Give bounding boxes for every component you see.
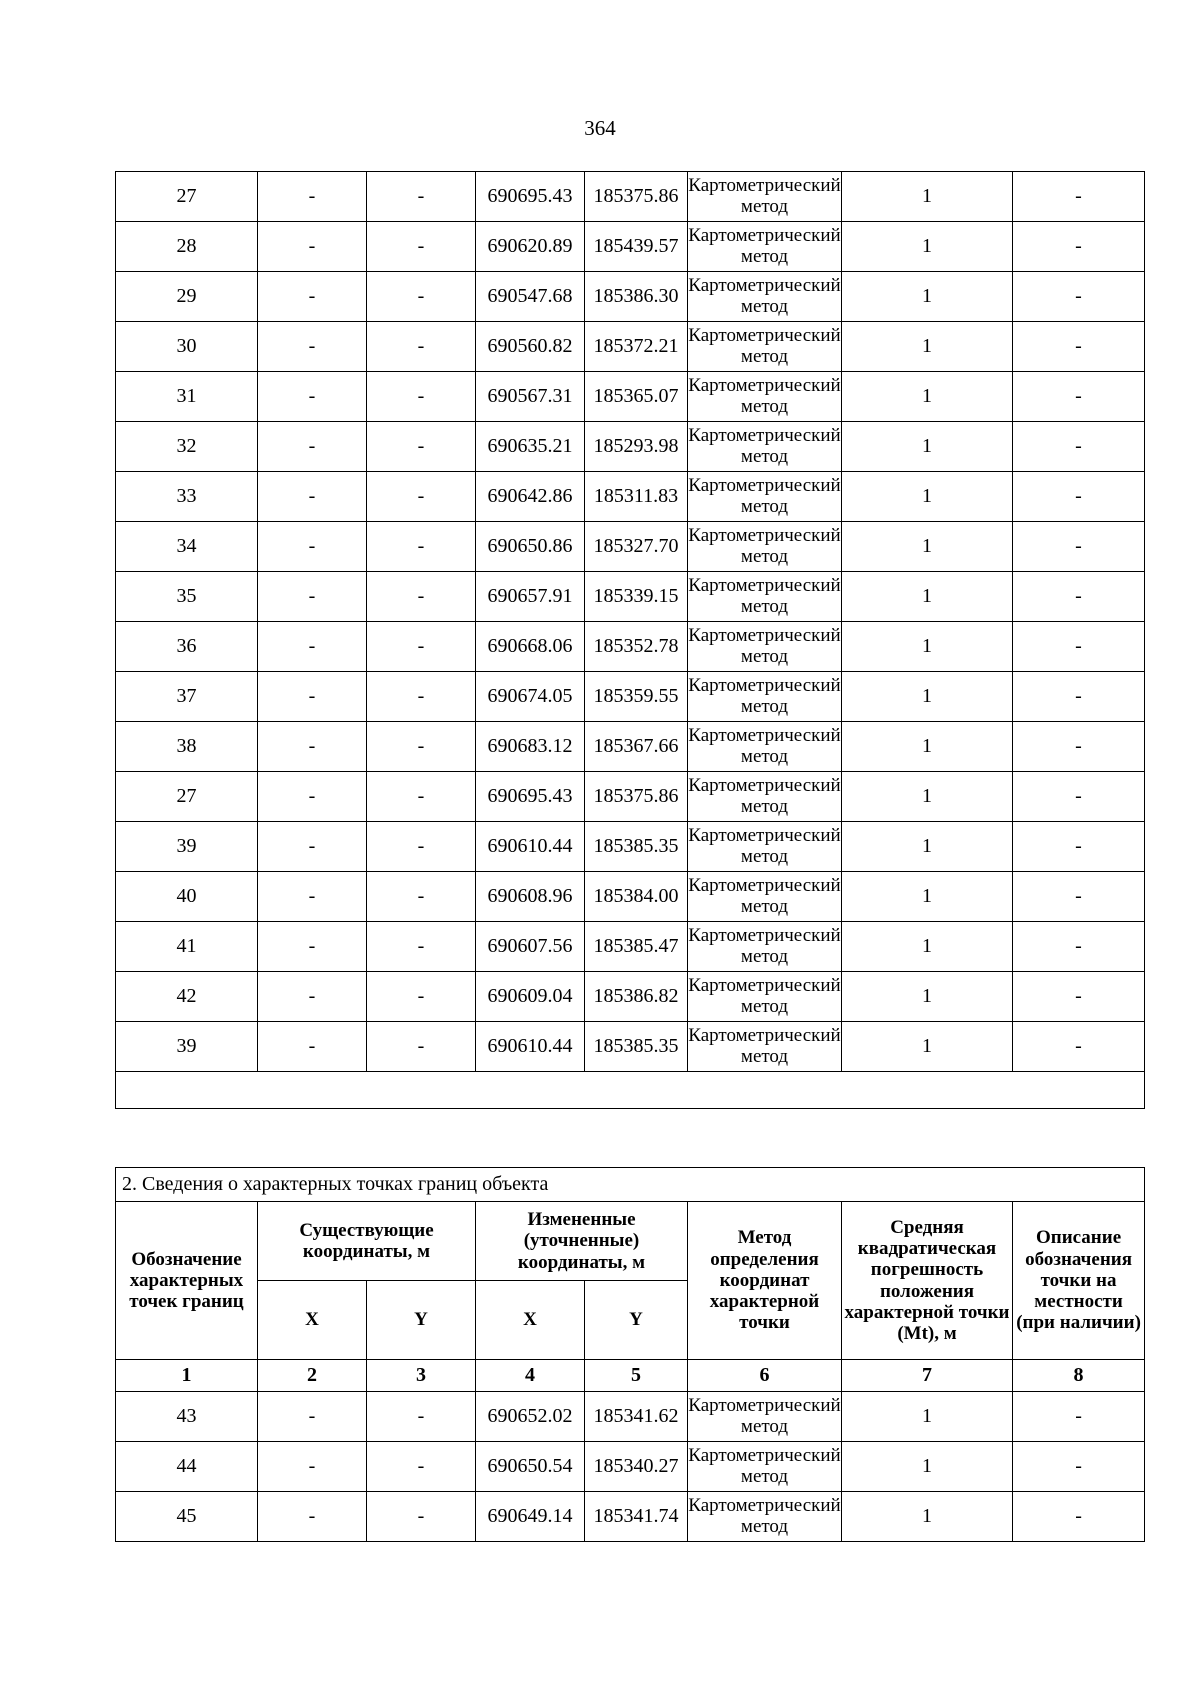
existing-x-cell: - — [258, 972, 367, 1022]
changed-y-cell: 185293.98 — [585, 422, 688, 472]
changed-x-cell: 690683.12 — [476, 722, 585, 772]
description-cell: - — [1013, 772, 1145, 822]
description-cell: - — [1013, 472, 1145, 522]
description-cell: - — [1013, 872, 1145, 922]
description-cell: - — [1013, 172, 1145, 222]
description-cell: - — [1013, 422, 1145, 472]
changed-x-cell: 690635.21 — [476, 422, 585, 472]
existing-x-cell: - — [258, 872, 367, 922]
error-cell: 1 — [842, 672, 1013, 722]
existing-y-cell: - — [367, 1442, 476, 1492]
method-cell: Картометрический метод — [688, 522, 842, 572]
changed-x-cell: 690652.02 — [476, 1392, 585, 1442]
table-row — [116, 272, 1145, 322]
method-cell: Картометрический метод — [688, 372, 842, 422]
changed-x-cell: 690547.68 — [476, 272, 585, 322]
description-cell: - — [1013, 922, 1145, 972]
existing-x-cell: - — [258, 372, 367, 422]
point-number-cell: 28 — [116, 222, 258, 272]
changed-x-cell: 690695.43 — [476, 172, 585, 222]
changed-y-cell: 185375.86 — [585, 772, 688, 822]
existing-y-cell: - — [367, 722, 476, 772]
column-number: 7 — [842, 1360, 1013, 1392]
existing-x-cell: - — [258, 772, 367, 822]
method-cell: Картометрический метод — [688, 322, 842, 372]
changed-x-cell: 690642.86 — [476, 472, 585, 522]
existing-y-cell: - — [367, 622, 476, 672]
method-cell: Картометрический метод — [688, 772, 842, 822]
error-cell: 1 — [842, 1022, 1013, 1072]
existing-x-cell: - — [258, 1022, 367, 1072]
description-cell: - — [1013, 822, 1145, 872]
method-cell: Картометрический метод — [688, 672, 842, 722]
point-number-cell: 45 — [116, 1492, 258, 1542]
point-number-cell: 42 — [116, 972, 258, 1022]
header-designation: Обозначение характерных точек границ — [116, 1202, 258, 1360]
header-changed-coordinates: Измененные (уточненные) координаты, м — [476, 1202, 688, 1281]
existing-y-cell: - — [367, 672, 476, 722]
changed-x-cell: 690695.43 — [476, 772, 585, 822]
table-row — [116, 922, 1145, 972]
changed-y-cell: 185339.15 — [585, 572, 688, 622]
table-row — [116, 822, 1145, 872]
table-row — [116, 572, 1145, 622]
changed-y-cell: 185384.00 — [585, 872, 688, 922]
existing-x-cell: - — [258, 622, 367, 672]
changed-y-cell: 185311.83 — [585, 472, 688, 522]
existing-x-cell: - — [258, 672, 367, 722]
header-changed-y: Y — [585, 1281, 688, 1360]
error-cell: 1 — [842, 922, 1013, 972]
existing-y-cell: - — [367, 1392, 476, 1442]
existing-x-cell: - — [258, 822, 367, 872]
method-cell: Картометрический метод — [688, 622, 842, 672]
method-cell: Картометрический метод — [688, 722, 842, 772]
description-cell: - — [1013, 972, 1145, 1022]
existing-y-cell: - — [367, 222, 476, 272]
changed-x-cell: 690609.04 — [476, 972, 585, 1022]
table-row — [116, 472, 1145, 522]
header-existing-coordinates: Существующие координаты, м — [258, 1202, 476, 1281]
column-number: 6 — [688, 1360, 842, 1392]
description-cell: - — [1013, 1022, 1145, 1072]
description-cell: - — [1013, 672, 1145, 722]
changed-x-cell: 690649.14 — [476, 1492, 585, 1542]
changed-y-cell: 185365.07 — [585, 372, 688, 422]
page-number: 364 — [584, 116, 616, 140]
table-row — [116, 522, 1145, 572]
changed-x-cell: 690674.05 — [476, 672, 585, 722]
changed-y-cell: 185341.62 — [585, 1392, 688, 1442]
existing-y-cell: - — [367, 322, 476, 372]
error-cell: 1 — [842, 972, 1013, 1022]
existing-x-cell: - — [258, 272, 367, 322]
existing-x-cell: - — [258, 1442, 367, 1492]
changed-y-cell: 185386.30 — [585, 272, 688, 322]
description-cell: - — [1013, 622, 1145, 672]
existing-y-cell: - — [367, 422, 476, 472]
table-row — [116, 1022, 1145, 1072]
changed-x-cell: 690567.31 — [476, 372, 585, 422]
existing-y-cell: - — [367, 872, 476, 922]
point-number-cell: 39 — [116, 1022, 258, 1072]
existing-x-cell: - — [258, 1492, 367, 1542]
error-cell: 1 — [842, 622, 1013, 672]
error-cell: 1 — [842, 422, 1013, 472]
method-cell: Картометрический метод — [688, 422, 842, 472]
method-cell: Картометрический метод — [688, 922, 842, 972]
changed-x-cell: 690607.56 — [476, 922, 585, 972]
method-cell: Картометрический метод — [688, 472, 842, 522]
point-number-cell: 39 — [116, 822, 258, 872]
existing-y-cell: - — [367, 972, 476, 1022]
existing-x-cell: - — [258, 422, 367, 472]
table-row — [116, 1492, 1145, 1542]
point-number-cell: 32 — [116, 422, 258, 472]
description-cell: - — [1013, 372, 1145, 422]
point-number-cell: 37 — [116, 672, 258, 722]
point-number-cell: 29 — [116, 272, 258, 322]
existing-y-cell: - — [367, 472, 476, 522]
changed-y-cell: 185327.70 — [585, 522, 688, 572]
table-row — [116, 372, 1145, 422]
existing-x-cell: - — [258, 322, 367, 372]
changed-y-cell: 185439.57 — [585, 222, 688, 272]
boundary-points-table-body — [116, 1392, 1145, 1542]
existing-y-cell: - — [367, 1492, 476, 1542]
existing-x-cell: - — [258, 472, 367, 522]
coordinates-table-continued — [115, 171, 1145, 1109]
changed-y-cell: 185341.74 — [585, 1492, 688, 1542]
point-number-cell: 30 — [116, 322, 258, 372]
description-cell: - — [1013, 272, 1145, 322]
table-row — [116, 1392, 1145, 1442]
error-cell: 1 — [842, 1492, 1013, 1542]
method-cell: Картометрический метод — [688, 222, 842, 272]
table-row — [116, 872, 1145, 922]
existing-x-cell: - — [258, 1392, 367, 1442]
empty-cell — [116, 1072, 1145, 1109]
changed-x-cell: 690610.44 — [476, 822, 585, 872]
description-cell: - — [1013, 522, 1145, 572]
column-number: 8 — [1013, 1360, 1145, 1392]
method-cell: Картометрический метод — [688, 572, 842, 622]
existing-y-cell: - — [367, 522, 476, 572]
coordinates-table-body — [116, 172, 1145, 1109]
error-cell: 1 — [842, 572, 1013, 622]
column-number: 2 — [258, 1360, 367, 1392]
point-number-cell: 40 — [116, 872, 258, 922]
table-row — [116, 422, 1145, 472]
point-number-cell: 35 — [116, 572, 258, 622]
description-cell: - — [1013, 572, 1145, 622]
changed-y-cell: 185385.35 — [585, 1022, 688, 1072]
changed-x-cell: 690610.44 — [476, 1022, 585, 1072]
changed-x-cell: 690620.89 — [476, 222, 585, 272]
header-method: Метод определения координат характерной точки — [688, 1202, 842, 1360]
changed-y-cell: 185340.27 — [585, 1442, 688, 1492]
existing-x-cell: - — [258, 222, 367, 272]
description-cell: - — [1013, 1392, 1145, 1442]
changed-x-cell: 690650.54 — [476, 1442, 585, 1492]
header-description: Описание обозначения точки на местности (при наличии) — [1013, 1202, 1145, 1360]
error-cell: 1 — [842, 472, 1013, 522]
point-number-cell: 44 — [116, 1442, 258, 1492]
error-cell: 1 — [842, 172, 1013, 222]
error-cell: 1 — [842, 222, 1013, 272]
existing-y-cell: - — [367, 922, 476, 972]
changed-x-cell: 690657.91 — [476, 572, 585, 622]
existing-x-cell: - — [258, 522, 367, 572]
table-row — [116, 322, 1145, 372]
changed-y-cell: 185375.86 — [585, 172, 688, 222]
error-cell: 1 — [842, 872, 1013, 922]
error-cell: 1 — [842, 1442, 1013, 1492]
error-cell: 1 — [842, 372, 1013, 422]
point-number-cell: 38 — [116, 722, 258, 772]
point-number-cell: 34 — [116, 522, 258, 572]
existing-x-cell: - — [258, 572, 367, 622]
column-number: 1 — [116, 1360, 258, 1392]
description-cell: - — [1013, 722, 1145, 772]
existing-y-cell: - — [367, 772, 476, 822]
column-number: 4 — [476, 1360, 585, 1392]
changed-y-cell: 185385.47 — [585, 922, 688, 972]
existing-y-cell: - — [367, 172, 476, 222]
table-row — [116, 172, 1145, 222]
table-row — [116, 1442, 1145, 1492]
point-number-cell: 31 — [116, 372, 258, 422]
point-number-cell: 33 — [116, 472, 258, 522]
section-title: 2. Сведения о характерных точках границ объекта — [116, 1168, 1145, 1202]
changed-y-cell: 185367.66 — [585, 722, 688, 772]
header-error: Средняя квадратическая погрешность положения характерной точки (Mt), м — [842, 1202, 1013, 1360]
existing-x-cell: - — [258, 722, 367, 772]
description-cell: - — [1013, 1492, 1145, 1542]
table-row — [116, 722, 1145, 772]
description-cell: - — [1013, 322, 1145, 372]
point-number-cell: 27 — [116, 172, 258, 222]
empty-row — [116, 1072, 1145, 1109]
existing-y-cell: - — [367, 272, 476, 322]
existing-y-cell: - — [367, 372, 476, 422]
changed-x-cell: 690650.86 — [476, 522, 585, 572]
error-cell: 1 — [842, 772, 1013, 822]
boundary-points-table — [115, 1167, 1145, 1542]
changed-y-cell: 185359.55 — [585, 672, 688, 722]
existing-y-cell: - — [367, 822, 476, 872]
error-cell: 1 — [842, 522, 1013, 572]
changed-y-cell: 185352.78 — [585, 622, 688, 672]
error-cell: 1 — [842, 1392, 1013, 1442]
method-cell: Картометрический метод — [688, 972, 842, 1022]
changed-x-cell: 690560.82 — [476, 322, 585, 372]
method-cell: Картометрический метод — [688, 822, 842, 872]
header-existing-y: Y — [367, 1281, 476, 1360]
method-cell: Картометрический метод — [688, 872, 842, 922]
changed-x-cell: 690668.06 — [476, 622, 585, 672]
column-number: 3 — [367, 1360, 476, 1392]
changed-y-cell: 185385.35 — [585, 822, 688, 872]
table-row — [116, 622, 1145, 672]
error-cell: 1 — [842, 822, 1013, 872]
method-cell: Картометрический метод — [688, 1492, 842, 1542]
column-number: 5 — [585, 1360, 688, 1392]
table-row — [116, 772, 1145, 822]
header-changed-x: X — [476, 1281, 585, 1360]
changed-y-cell: 185386.82 — [585, 972, 688, 1022]
changed-x-cell: 690608.96 — [476, 872, 585, 922]
changed-y-cell: 185372.21 — [585, 322, 688, 372]
header-existing-x: X — [258, 1281, 367, 1360]
existing-x-cell: - — [258, 922, 367, 972]
error-cell: 1 — [842, 722, 1013, 772]
point-number-cell: 36 — [116, 622, 258, 672]
existing-y-cell: - — [367, 1022, 476, 1072]
point-number-cell: 43 — [116, 1392, 258, 1442]
existing-y-cell: - — [367, 572, 476, 622]
description-cell: - — [1013, 1442, 1145, 1492]
error-cell: 1 — [842, 322, 1013, 372]
method-cell: Картометрический метод — [688, 1442, 842, 1492]
point-number-cell: 27 — [116, 772, 258, 822]
description-cell: - — [1013, 222, 1145, 272]
method-cell: Картометрический метод — [688, 272, 842, 322]
table-row — [116, 972, 1145, 1022]
existing-x-cell: - — [258, 172, 367, 222]
method-cell: Картометрический метод — [688, 172, 842, 222]
point-number-cell: 41 — [116, 922, 258, 972]
method-cell: Картометрический метод — [688, 1392, 842, 1442]
error-cell: 1 — [842, 272, 1013, 322]
table-row — [116, 672, 1145, 722]
method-cell: Картометрический метод — [688, 1022, 842, 1072]
table-row — [116, 222, 1145, 272]
